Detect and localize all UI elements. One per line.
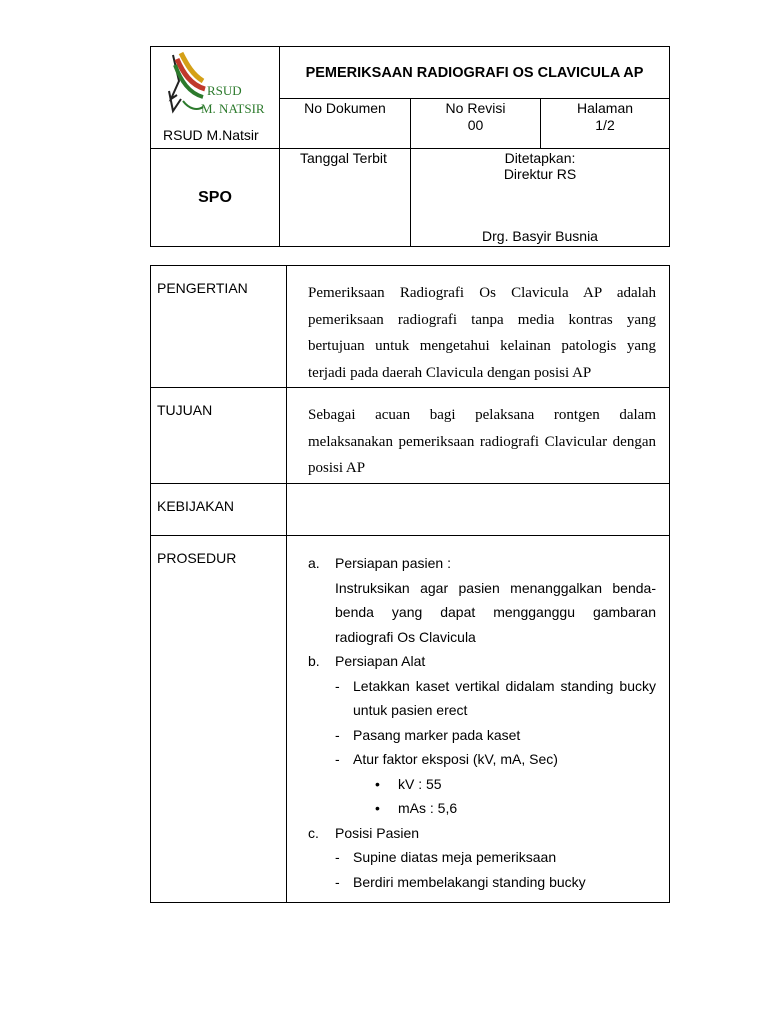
- step-b-title: Persiapan Alat: [335, 653, 426, 669]
- halaman-label: Halaman: [576, 100, 634, 116]
- no-revisi-value: 00: [467, 117, 484, 133]
- step-c-title: Posisi Pasien: [335, 824, 420, 841]
- document-title: PEMERIKSAAN RADIOGRAFI OS CLAVICULA AP: [280, 47, 670, 99]
- no-dokumen-label: No Dokumen: [304, 100, 386, 116]
- exposure-item: [335, 796, 656, 821]
- dash-marker: -: [335, 849, 340, 865]
- pengertian-text: Pemeriksaan Radiografi Os Clavicula AP adalah pemeriksaan radiografi tanpa media kontras yang bertujuan untuk mengetahui kelainan patologis yang terjadi pada daerah Clavicula dengan posisi AP: [308, 285, 656, 381]
- step-b-item-text: Pasang marker pada kaset: [353, 726, 521, 743]
- halaman-value: 1/2: [595, 117, 615, 133]
- ditetapkan-by: Direktur RS: [503, 166, 577, 182]
- step-a-text: Instruksikan agar pasien menanggalkan benda-benda yang dapat mengganggu gambaran radiografi Os Clavicula: [335, 579, 656, 645]
- step-c-marker: c.: [308, 824, 319, 841]
- no-revisi-label: No Revisi: [445, 100, 506, 116]
- kebijakan-content: [287, 484, 670, 536]
- step-c-item: [335, 870, 656, 895]
- prosedur-content: [287, 536, 670, 903]
- bullet-marker: •: [375, 800, 380, 816]
- tujuan-row: [151, 388, 670, 484]
- step-a-marker: a.: [308, 555, 320, 571]
- prosedur-step-c: [308, 821, 656, 895]
- pengertian-label: PENGERTIAN: [151, 266, 287, 388]
- spo-content-table: [150, 265, 670, 903]
- no-revisi-cell: [411, 99, 541, 149]
- step-c-item-text: Berdiri membelakangi standing bucky: [353, 873, 586, 890]
- kebijakan-row: [151, 484, 670, 536]
- tujuan-content: [287, 388, 670, 484]
- spo-label: SPO: [198, 188, 232, 206]
- pengertian-content: [287, 266, 670, 388]
- step-b-marker: b.: [308, 653, 320, 669]
- prosedur-row: [151, 536, 670, 903]
- step-c-item-text: Supine diatas meja pemeriksaan: [353, 849, 557, 865]
- step-b-item: [335, 747, 656, 772]
- header-table: [150, 46, 670, 247]
- exposure-mas: mAs : 5,6: [398, 800, 458, 816]
- step-b-item: [335, 723, 656, 748]
- dash-marker: -: [335, 751, 340, 767]
- tujuan-text: Sebagai acuan bagi pelaksana rontgen dalam melaksanakan pemeriksaan radiografi Clavicular dengan posisi AP: [308, 407, 656, 476]
- dash-marker: -: [335, 873, 340, 890]
- prosedur-step-a: [308, 551, 656, 649]
- prosedur-label: PROSEDUR: [151, 536, 287, 903]
- step-a-title: Persiapan pasien :: [335, 555, 451, 571]
- org-name: RSUD M.Natsir: [163, 127, 259, 143]
- logo-text-2: M. NATSIR: [201, 101, 265, 116]
- tujuan-label: TUJUAN: [151, 388, 287, 484]
- prosedur-list: [287, 536, 669, 902]
- tanggal-terbit-label: Tanggal Terbit: [300, 150, 387, 166]
- no-dokumen-cell: [280, 99, 411, 149]
- dash-marker: -: [335, 726, 340, 743]
- step-b-item: [335, 674, 656, 723]
- kebijakan-label: KEBIJAKAN: [151, 484, 287, 536]
- logo-cell: [151, 47, 280, 149]
- prosedur-step-b: [308, 649, 656, 821]
- kebijakan-text: [287, 484, 669, 498]
- exposure-kv: kV : 55: [398, 775, 442, 792]
- logo-text-1: RSUD: [207, 83, 242, 98]
- step-b-item-text: Letakkan kaset vertikal didalam standing bucky untuk pasien erect: [353, 677, 656, 718]
- rsud-logo-icon: [163, 51, 273, 123]
- step-c-item: [335, 845, 656, 870]
- ditetapkan-cell: [411, 149, 670, 247]
- exposure-item: [335, 772, 656, 797]
- dash-marker: -: [335, 677, 340, 694]
- step-b-item-text: Atur faktor eksposi (kV, mA, Sec): [353, 751, 558, 767]
- tanggal-terbit-cell: [280, 149, 411, 247]
- pengertian-row: [151, 266, 670, 388]
- halaman-cell: [541, 99, 670, 149]
- bullet-marker: •: [375, 775, 380, 792]
- signatory-name: Drg. Basyir Busnia: [482, 228, 598, 244]
- spo-cell: [151, 149, 280, 247]
- ditetapkan-label: Ditetapkan:: [504, 150, 576, 166]
